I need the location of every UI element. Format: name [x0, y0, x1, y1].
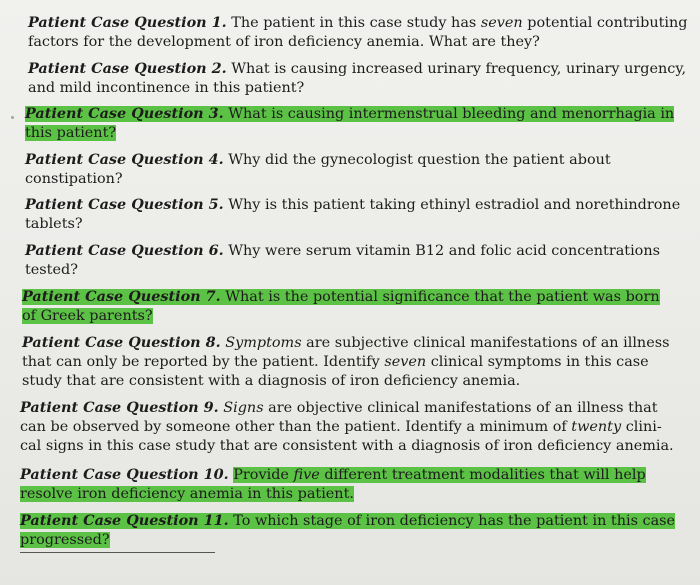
question-text: The patient in this case study has	[231, 15, 477, 31]
question-text: factors for the development of iron deficiency anemia. What are they?	[28, 34, 540, 50]
question-emphasis: five	[293, 467, 320, 483]
question-text: What is causing increased urinary frequency, urinary urgency,	[231, 61, 687, 77]
question-text: Why did the gynecologist question the patient about	[228, 152, 611, 168]
question-text: different treatment modalities that will help	[324, 467, 646, 483]
question-label: Patient Case Question 2.	[28, 60, 227, 77]
question-text: What is the potential significance that the patient was born	[225, 289, 660, 305]
question-text: resolve iron deficiency anemia in this patient.	[20, 486, 354, 502]
question-text: clini-	[625, 419, 662, 435]
question-6	[25, 241, 660, 280]
footer-rule	[20, 552, 215, 553]
question-5	[25, 195, 680, 234]
question-3	[25, 104, 674, 143]
question-text: of Greek parents?	[22, 308, 153, 324]
question-7	[22, 287, 660, 326]
question-text: can be observed by someone other than the patient. Identify a minimum of	[20, 419, 567, 435]
question-emphasis: Signs	[223, 400, 264, 416]
question-emphasis: twenty	[571, 419, 622, 435]
question-text: study that are consistent with a diagnosis of iron deficiency anemia.	[22, 373, 521, 389]
question-text: potential contributing	[527, 15, 688, 31]
margin-mark	[11, 116, 14, 119]
question-label: Patient Case Question 9.	[20, 399, 219, 416]
question-label: Patient Case Question 4.	[25, 151, 224, 168]
question-text: Why were serum vitamin B12 and folic acid concentrations	[228, 243, 661, 259]
question-text: To which stage of iron deficiency has the patient in this case	[233, 513, 676, 529]
question-label: Patient Case Question 10.	[20, 466, 229, 483]
question-text: cal signs in this case study that are consistent with a diagnosis of iron deficiency anemia.	[20, 438, 674, 454]
question-9	[20, 398, 674, 456]
question-1	[28, 13, 687, 52]
question-8	[22, 333, 669, 391]
question-text: Provide	[233, 467, 289, 483]
question-text: are subjective clinical manifestations of an illness	[306, 335, 670, 351]
question-text: and mild incontinence in this patient?	[28, 80, 305, 96]
question-emphasis: Symptoms	[225, 335, 302, 351]
question-text: that can only be reported by the patient. Identify	[22, 354, 380, 370]
question-text: constipation?	[25, 171, 123, 187]
question-2	[28, 59, 686, 98]
question-label: Patient Case Question 1.	[28, 14, 227, 31]
question-text: Why is this patient taking ethinyl estradiol and norethindrone	[228, 197, 681, 213]
question-label: Patient Case Question 3.	[25, 105, 224, 122]
question-text: clinical symptoms in this case	[430, 354, 649, 370]
question-label: Patient Case Question 8.	[22, 334, 221, 351]
question-text: tested?	[25, 262, 78, 278]
question-text: this patient?	[25, 125, 117, 141]
question-emphasis: seven	[384, 354, 427, 370]
question-label: Patient Case Question 5.	[25, 196, 224, 213]
question-emphasis: seven	[480, 15, 523, 31]
question-text: are objective clinical manifestations of an illness that	[268, 400, 658, 416]
question-11	[20, 511, 675, 550]
question-text: What is causing intermenstrual bleeding and menorrhagia in	[228, 106, 675, 122]
question-4	[25, 150, 611, 189]
question-label: Patient Case Question 7.	[22, 288, 221, 305]
question-text: progressed?	[20, 532, 110, 548]
question-text: tablets?	[25, 216, 83, 232]
question-label: Patient Case Question 11.	[20, 512, 229, 529]
question-label: Patient Case Question 6.	[25, 242, 224, 259]
question-10	[20, 465, 646, 504]
